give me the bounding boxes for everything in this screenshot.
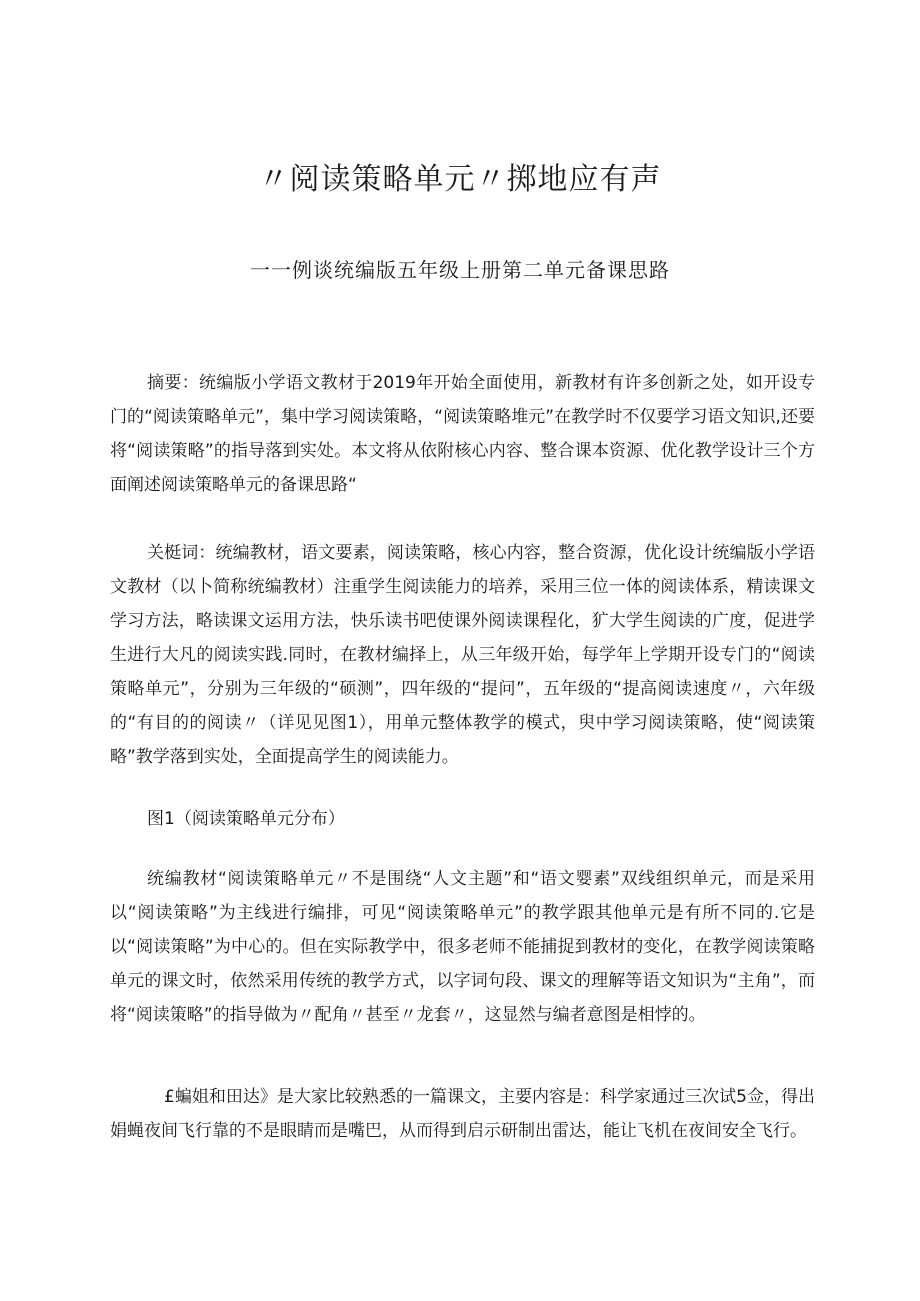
figure-caption: 图1（阅读策略单元分布） <box>147 809 345 829</box>
body-paragraph: 统编教材“阅读策略单元〃不是围绕“人文主题”和“语文婴素”双线组织单元，而是采用以“阅读策略”为主线进行编排，可见“阅读策略单元”的教学跟其他单元是有所不同的.它是以“阅读策略”为中心的。但在实际教学中，很多老师不能捕捉到教材的变化，在教学阅读策略单元的课文时，依然采用传统的教学方式，以字词句段、课文的理解等语文知识为“主角”，而将“阅读策略”的指导做为〃配角〃甚至〃龙套〃，这显然与编者意图是相悖的。 <box>110 869 815 1025</box>
keywords-paragraph: 关梃词：统编教材，语文要素，阅读策略，核心内容，整合资源，优化设计统编版小学语文教材（以卜简称统编教材）注重学生阅读能力的培养，采用三位一体的阅读体系，精读课文学习方法，略读课文运用方法，快乐读书吧使课外阅读课程化，犷大学生阅读的广度，促进学生进行大凡的阅读实践.同时，在教材编择上，从三年级开始，每学年上学期开设专门的“阅读策略单元”，分别为三年级的“硕测”，四年级的“提问”，五年级的“提高阅读速度〃，六年级的“有目的的阅读〃（详见见图1），用单元整体教学的模式，臾中学习阅读策略，使“阅读策略”教学落到实处，全面提高学生的阅读能力。 <box>110 543 815 767</box>
document-title: 〃阅读策略单元〃掷地应有声 <box>258 162 662 197</box>
abstract-paragraph: 摘要：统编版小学语文教材于2019年开始全面使用，新教材有许多创新之处，如开设专门的“阅读策略单元”，集中学习阅读策略，“阅读策略堆元”在教学时不仅要学习语文知识,还要将“阅读策略”的指导落到实处。本文将从依附核心内容、整合课本资源、优化教学设计三个方面阐述阅读策略单元的备课思路“ <box>110 373 815 495</box>
body-paragraph: £蝙姐和田达》是大家比较熟悉的一篇课文，主要内容是：科学家通过三次试5佥，得出娟蝇夜间飞行靠的不是眼睛而是嘴巴，从而得到启示研制出雷达，能让飞机在夜间安全飞行。 <box>110 1087 815 1141</box>
document-subtitle: 一一例谈统编版五年级上册第二单元备课思路 <box>250 258 670 282</box>
